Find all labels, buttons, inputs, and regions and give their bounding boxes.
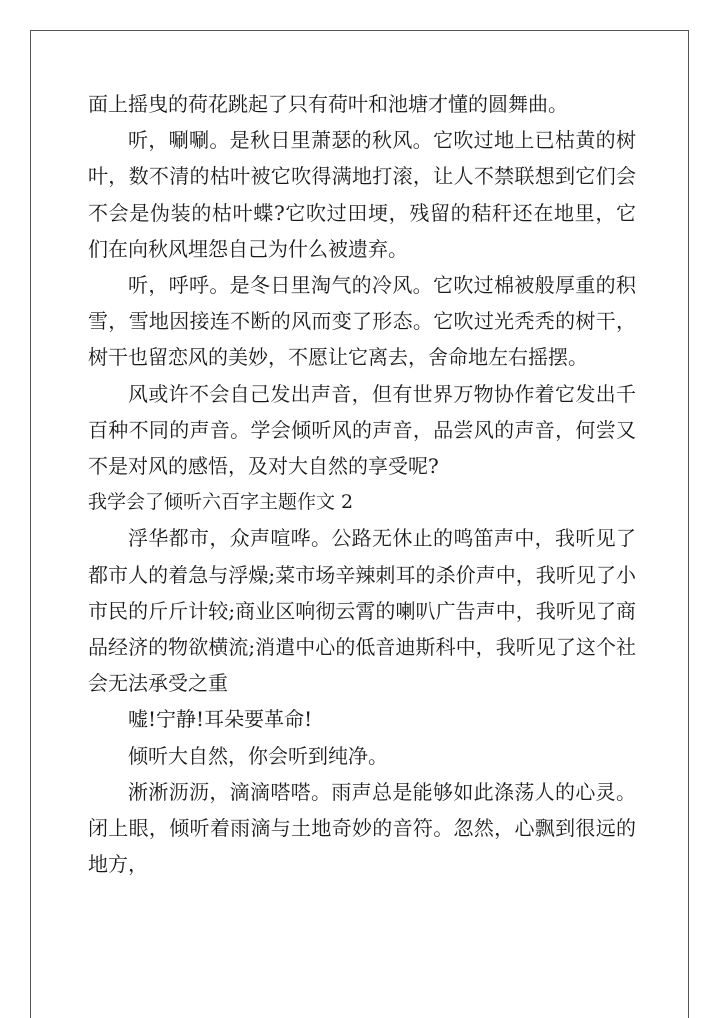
document-body: [88, 86, 636, 882]
paragraph-winter-wind: 听，呼呼。是冬日里淘气的冷风。它吹过棉被般厚重的积雪，雪地因接连不断的风而变了形态。它吹过光秃秃的树干，树干也留恋风的美妙，不愿让它离去，舍命地左右摇摆。: [88, 273, 636, 370]
paragraph-city-noise: 浮华都市，众声喧哗。公路无休止的鸣笛声中，我听见了都市人的着急与浮燥;菜市场辛辣刺耳的杀价声中，我听见了小市民的斤斤计较;商业区响彻云霄的喇叭广告声中，我听见了商品经济的物欲横流;消遣中心的低音迪斯科中，我听见了这个社会无法承受之重: [88, 526, 636, 696]
paragraph-listen-nature: 倾听大自然，你会听到纯净。: [128, 743, 388, 768]
paragraph-rain: 淅淅沥沥，滴滴嗒嗒。雨声总是能够如此涤荡人的心灵。闭上眼，倾听着雨滴与土地奇妙的音符。忽然，心飘到很远的地方，: [88, 779, 636, 877]
paragraph-autumn-wind: 听，唰唰。是秋日里萧瑟的秋风。它吹过地上已枯黄的树叶，数不清的枯叶被它吹得满地打滚，让人不禁联想到它们会不会是伪装的枯叶蝶?它吹过田埂，残留的秸秆还在地里，它们在向秋风埋怨自己为什么被遗弃。: [88, 128, 636, 261]
essay-heading: 我学会了倾听六百字主题作文 2: [88, 491, 354, 514]
paragraph-continuation: 面上摇曳的荷花跳起了只有荷叶和池塘才懂的圆舞曲。: [88, 92, 568, 116]
paragraph-quiet: 嘘!宁静!耳朵要革命!: [128, 707, 313, 732]
paragraph-wind-conclusion: 风或许不会自己发出声音，但有世界万物协作着它发出千百种不同的声音。学会倾听风的声音，品尝风的声音，何尝又不是对风的感悟，及对大自然的享受呢?: [88, 381, 636, 479]
